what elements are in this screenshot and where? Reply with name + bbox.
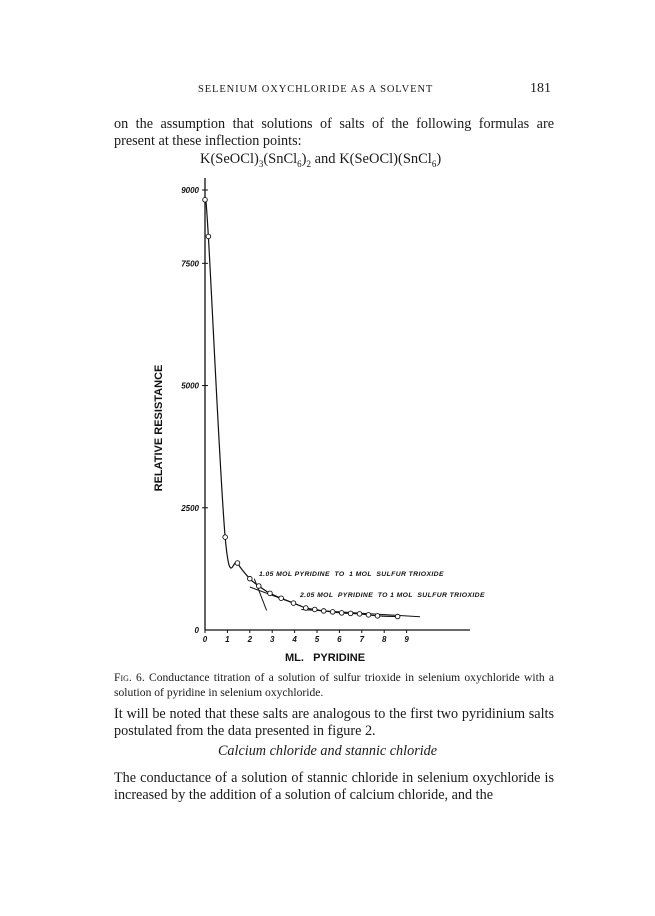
data-point <box>348 611 353 616</box>
paragraph-intro: on the assumption that solutions of salts of the following formulas are present at these inflection points: <box>114 116 554 149</box>
x-axis-title: ML. PYRIDINE <box>284 652 366 664</box>
data-point <box>203 197 208 202</box>
chart-curves <box>205 199 420 617</box>
caption-text: Conductance titration of a solution of sulfur trioxide in selenium oxychloride with a solution of pyridine in selenium oxychloride. <box>114 671 554 699</box>
section-heading: Calcium chloride and stannic chloride <box>217 743 438 759</box>
formula-subscript: 2 <box>306 158 311 169</box>
data-point <box>357 612 362 617</box>
y-tick-label: 5000 <box>181 381 199 391</box>
y-tick-label: 9000 <box>181 186 199 195</box>
formula-subscript: 6 <box>431 158 437 169</box>
formula-subscript: 3 <box>258 158 264 169</box>
formula-part: K(SeOCl) <box>200 151 259 167</box>
x-tick-label: 0 <box>202 635 208 644</box>
figure-caption <box>114 670 554 700</box>
x-tick-label: 4 <box>292 635 297 644</box>
x-tick-label: 3 <box>269 635 275 644</box>
page-number: 181 <box>530 81 551 96</box>
paragraph-analogous-salts: It will be noted that these salts are analogous to the first two pyridinium salts postulated from the data presented in figure 2. <box>114 706 554 739</box>
data-point <box>223 535 228 540</box>
formula-part: (SnCl <box>263 151 298 167</box>
data-point <box>279 596 284 601</box>
formula-part: ) <box>301 151 307 167</box>
x-tick-label: 6 <box>337 635 342 644</box>
y-axis-title: RELATIVE RESISTANCE <box>153 364 165 492</box>
x-tick-label: 2 <box>247 635 253 644</box>
chart-axes <box>205 178 470 630</box>
data-point <box>235 561 240 566</box>
running-header-title: SELENIUM OXYCHLORIDE AS A SOLVENT <box>198 84 434 95</box>
x-tick-label: 7 <box>359 635 365 644</box>
x-tick-label: 8 <box>381 635 387 644</box>
data-point <box>366 613 371 618</box>
data-point <box>395 614 400 619</box>
titration-curve <box>205 199 398 616</box>
data-point <box>256 584 261 589</box>
data-point <box>330 610 335 615</box>
caption-figure-label: Fig. 6. <box>114 671 145 684</box>
x-tick-label: 9 <box>404 635 409 644</box>
x-tick-label: 1 <box>225 635 230 644</box>
data-point <box>206 234 211 239</box>
data-point <box>312 607 317 612</box>
data-point <box>248 576 253 581</box>
data-point <box>321 609 326 614</box>
y-tick-label: 7500 <box>181 259 199 269</box>
data-point <box>339 611 344 616</box>
inflection-line-1 <box>254 579 266 611</box>
data-point <box>268 591 273 596</box>
formula-part: K(SeOCl)(SnCl <box>339 151 432 167</box>
formula-part: ) <box>436 151 442 167</box>
data-point <box>304 606 309 611</box>
paragraph-calcium-chloride: The conductance of a solution of stannic chloride in selenium oxychloride is increased by the addition of a solution of calcium chloride, and the <box>114 770 554 803</box>
annotation-1-05-mol: 1.05 MOL PYRIDINE TO 1 MOL SULFUR TRIOXIDE <box>259 571 444 578</box>
x-tick-label: 5 <box>314 635 320 644</box>
data-point <box>291 601 296 606</box>
y-tick-label: 0 <box>194 626 199 635</box>
chart-points <box>203 197 400 618</box>
annotation-2-05-mol: 2.05 MOL PYRIDINE TO 1 MOL SULFUR TRIOXIDE <box>300 592 485 599</box>
formula-conjunction: and <box>311 151 340 167</box>
y-tick-label: 2500 <box>181 503 199 513</box>
formula-subscript: 6 <box>297 158 302 169</box>
data-point <box>375 614 380 619</box>
